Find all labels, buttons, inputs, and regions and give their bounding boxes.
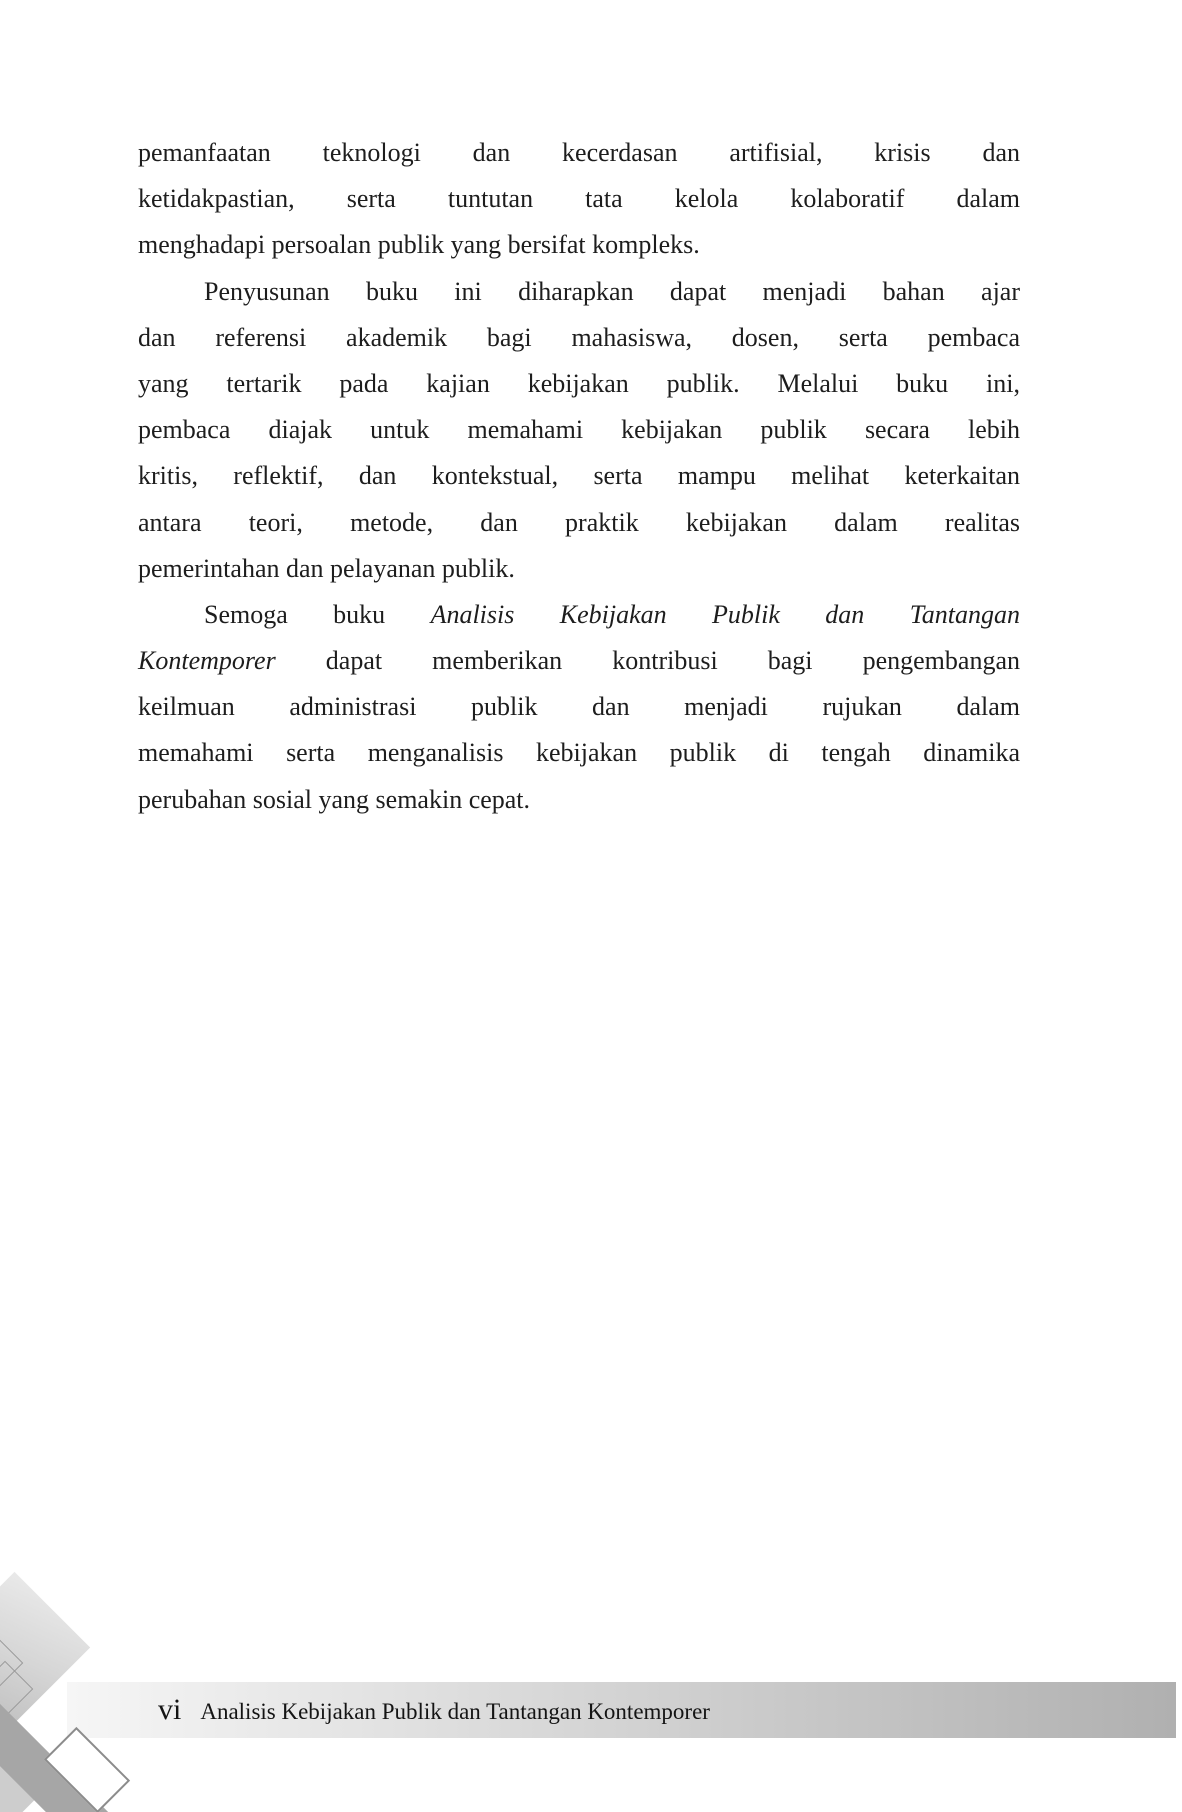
text-line bbox=[138, 730, 1020, 776]
text-segment: yang tertarik pada kajian kebijakan publik. Melalui buku ini, bbox=[138, 368, 1020, 398]
text-line bbox=[138, 546, 1020, 592]
text-line bbox=[138, 222, 1020, 268]
text-segment: Penyusunan buku ini diharapkan dapat menjadi bahan ajar bbox=[204, 276, 1020, 306]
text-segment: pemerintahan dan pelayanan publik. bbox=[138, 553, 515, 583]
text-line bbox=[138, 130, 1020, 176]
text-line bbox=[138, 361, 1020, 407]
text-segment: antara teori, metode, dan praktik kebijakan dalam realitas bbox=[138, 507, 1020, 537]
text-segment: dapat memberikan kontribusi bagi pengembangan bbox=[275, 646, 1020, 676]
text-line bbox=[138, 315, 1020, 361]
text-segment: Semoga buku bbox=[204, 599, 431, 629]
document-body bbox=[138, 130, 1020, 823]
text-segment: dan referensi akademik bagi mahasiswa, dosen, serta pembaca bbox=[138, 322, 1020, 352]
text-line bbox=[138, 453, 1020, 499]
footer-page-number: vi bbox=[158, 1693, 182, 1726]
italic-text-segment: Analisis Kebijakan Publik dan Tantangan bbox=[430, 599, 1021, 629]
text-segment: pemanfaatan teknologi dan kecerdasan artifisial, krisis dan bbox=[138, 138, 1020, 167]
text-segment: ketidakpastian, serta tuntutan tata kelola kolaboratif dalam bbox=[138, 184, 1020, 214]
text-line bbox=[138, 684, 1020, 730]
footer-content bbox=[67, 1693, 710, 1727]
text-segment: keilmuan administrasi publik dan menjadi rujukan dalam bbox=[138, 692, 1020, 722]
text-line bbox=[138, 777, 1020, 823]
text-line bbox=[138, 269, 1020, 315]
text-line bbox=[138, 638, 1020, 684]
text-line bbox=[138, 176, 1020, 222]
footer-bar bbox=[67, 1682, 1176, 1738]
text-segment: memahami serta menganalisis kebijakan publik di tengah dinamika bbox=[138, 738, 1020, 768]
text-segment: menghadapi persoalan publik yang bersifat kompleks. bbox=[138, 230, 700, 260]
text-line bbox=[138, 500, 1020, 546]
text-segment: perubahan sosial yang semakin cepat. bbox=[138, 784, 531, 814]
text-segment: pembaca diajak untuk memahami kebijakan publik secara lebih bbox=[138, 415, 1020, 445]
text-segment: kritis, reflektif, dan kontekstual, serta mampu melihat keterkaitan bbox=[138, 461, 1020, 491]
italic-text-segment: Kontemporer bbox=[138, 646, 276, 676]
footer-book-title: Analisis Kebijakan Publik dan Tantangan Kontemporer bbox=[200, 1699, 710, 1724]
text-line bbox=[138, 592, 1020, 638]
text-line bbox=[138, 407, 1020, 453]
